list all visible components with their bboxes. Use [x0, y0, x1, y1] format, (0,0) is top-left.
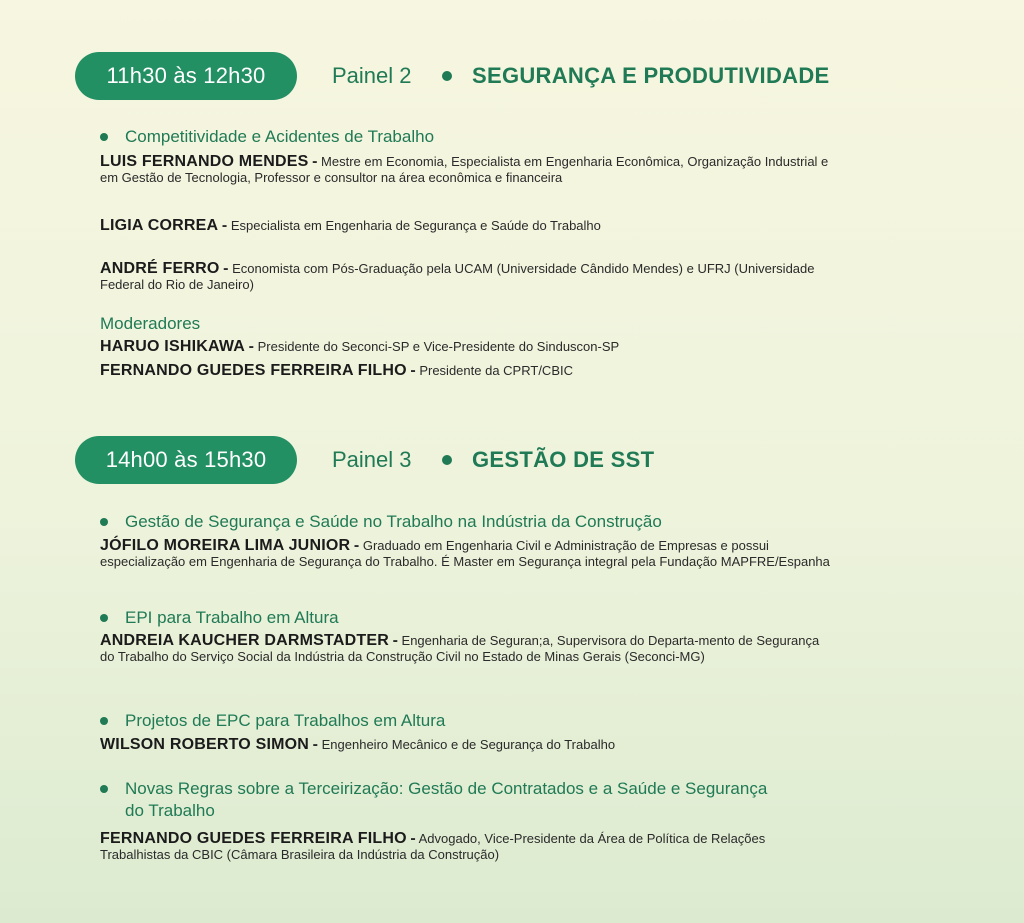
speaker-description: Engenharia de Seguran;a, Supervisora do Departa-mento de Segurança do Trabalho do Serviço Social da Indústria da Construção Civil no Estado de Minas Gerais (Seconci-MG) [100, 633, 820, 664]
speaker-description: Especialista em Engenharia de Segurança e Saúde do Trabalho [230, 218, 601, 233]
panel-3-topic-4 [100, 778, 790, 822]
separator: - [392, 632, 398, 649]
topic-title-text: Gestão de Segurança e Saúde no Trabalho na Indústria da Construção [125, 512, 662, 531]
panel-3-title: GESTÃO DE SST [472, 447, 655, 472]
bullet-dot-icon [442, 455, 452, 465]
bullet-dot-icon [100, 717, 108, 725]
speaker-entry [100, 633, 830, 665]
moderators-label: Moderadores [100, 314, 201, 333]
speaker-description: Advogado, Vice-Presidente da Área de Política de Relações Trabalhistas da CBIC (Câmara Brasileira da Indústria da Construção) [100, 831, 766, 862]
speaker-description: Mestre em Economia, Especialista em Engenharia Econômica, Organização Industrial e em Gestão de Tecnologia, Professor e consultor na área econômica e financeira [100, 154, 829, 185]
panel-2-label: Painel 2 [332, 63, 412, 88]
topic-title-text: EPI para Trabalho em Altura [125, 608, 339, 627]
separator: - [221, 217, 228, 234]
speaker-description: Economista com Pós-Graduação pela UCAM (Universidade Cândido Mendes) e UFRJ (Universidade Federal do Rio de Janeiro) [100, 261, 815, 292]
bullet-dot-icon [442, 71, 452, 81]
speaker-name: FERNANDO GUEDES FERREIRA FILHO [100, 830, 407, 847]
moderators-section [100, 313, 830, 335]
moderator-name: HARUO ISHIKAWA [100, 338, 246, 355]
speaker-name: JÓFILO MOREIRA LIMA JUNIOR [100, 537, 351, 554]
speaker-entry [100, 261, 830, 293]
panel-2-header [0, 52, 1024, 102]
topic-title [100, 126, 830, 148]
speaker-entry [100, 831, 780, 863]
separator: - [223, 260, 229, 277]
speaker-name: WILSON ROBERTO SIMON [100, 736, 310, 753]
bullet-dot-icon [100, 614, 108, 622]
topic-title-text: Novas Regras sobre a Terceirização: Gestão de Contratados e a Saúde e Segurança do Trabalho [125, 779, 768, 820]
topic-title [100, 607, 830, 629]
panel-2-topic-1 [100, 126, 830, 148]
separator: - [312, 153, 318, 170]
moderator-description: Presidente da CPRT/CBIC [419, 363, 573, 378]
bullet-dot-icon [100, 518, 108, 526]
moderator-description: Presidente do Seconci-SP e Vice-Presidente do Sinduscon-SP [257, 339, 620, 354]
panel-3-label: Painel 3 [332, 447, 412, 472]
speaker-name: LUIS FERNANDO MENDES [100, 153, 309, 170]
topic-title [100, 778, 790, 822]
speaker-name: LIGIA CORREA [100, 217, 219, 234]
speaker-name: ANDRÉ FERRO [100, 260, 220, 277]
panel-3-topic-3 [100, 710, 830, 732]
moderator-entry [100, 363, 830, 379]
panel-3-header [0, 436, 1024, 486]
speaker-entry [100, 538, 830, 570]
speaker-description: Engenheiro Mecânico e de Segurança do Trabalho [321, 737, 616, 752]
separator: - [410, 830, 416, 847]
panel-3-topic-2 [100, 607, 830, 629]
speaker-entry [100, 737, 830, 753]
speaker-entry [100, 154, 830, 186]
bullet-dot-icon [100, 785, 108, 793]
topic-title-text: Competitividade e Acidentes de Trabalho [125, 127, 435, 146]
topic-title-text: Projetos de EPC para Trabalhos em Altura [125, 711, 446, 730]
moderator-entry [100, 339, 830, 355]
separator: - [410, 362, 416, 379]
panel-3-time-badge: 14h00 às 15h30 [75, 436, 297, 484]
speaker-entry [100, 218, 830, 234]
bullet-dot-icon [100, 133, 108, 141]
panel-2-time-badge: 11h30 às 12h30 [75, 52, 297, 100]
separator: - [312, 736, 318, 753]
speaker-description: Graduado em Engenharia Civil e Administração de Empresas e possui especialização em Engenharia de Segurança do Trabalho. É Master em Segurança integral pela Fundação MAPFRE/Espanha [100, 538, 830, 569]
topic-title [100, 710, 830, 732]
topic-title [100, 511, 830, 533]
speaker-name: ANDREIA KAUCHER DARMSTADTER [100, 632, 389, 649]
moderator-name: FERNANDO GUEDES FERREIRA FILHO [100, 362, 407, 379]
panel-3-topic-1 [100, 511, 830, 533]
panel-2-title: SEGURANÇA E PRODUTIVIDADE [472, 63, 830, 88]
separator: - [248, 338, 254, 355]
separator: - [353, 537, 360, 554]
